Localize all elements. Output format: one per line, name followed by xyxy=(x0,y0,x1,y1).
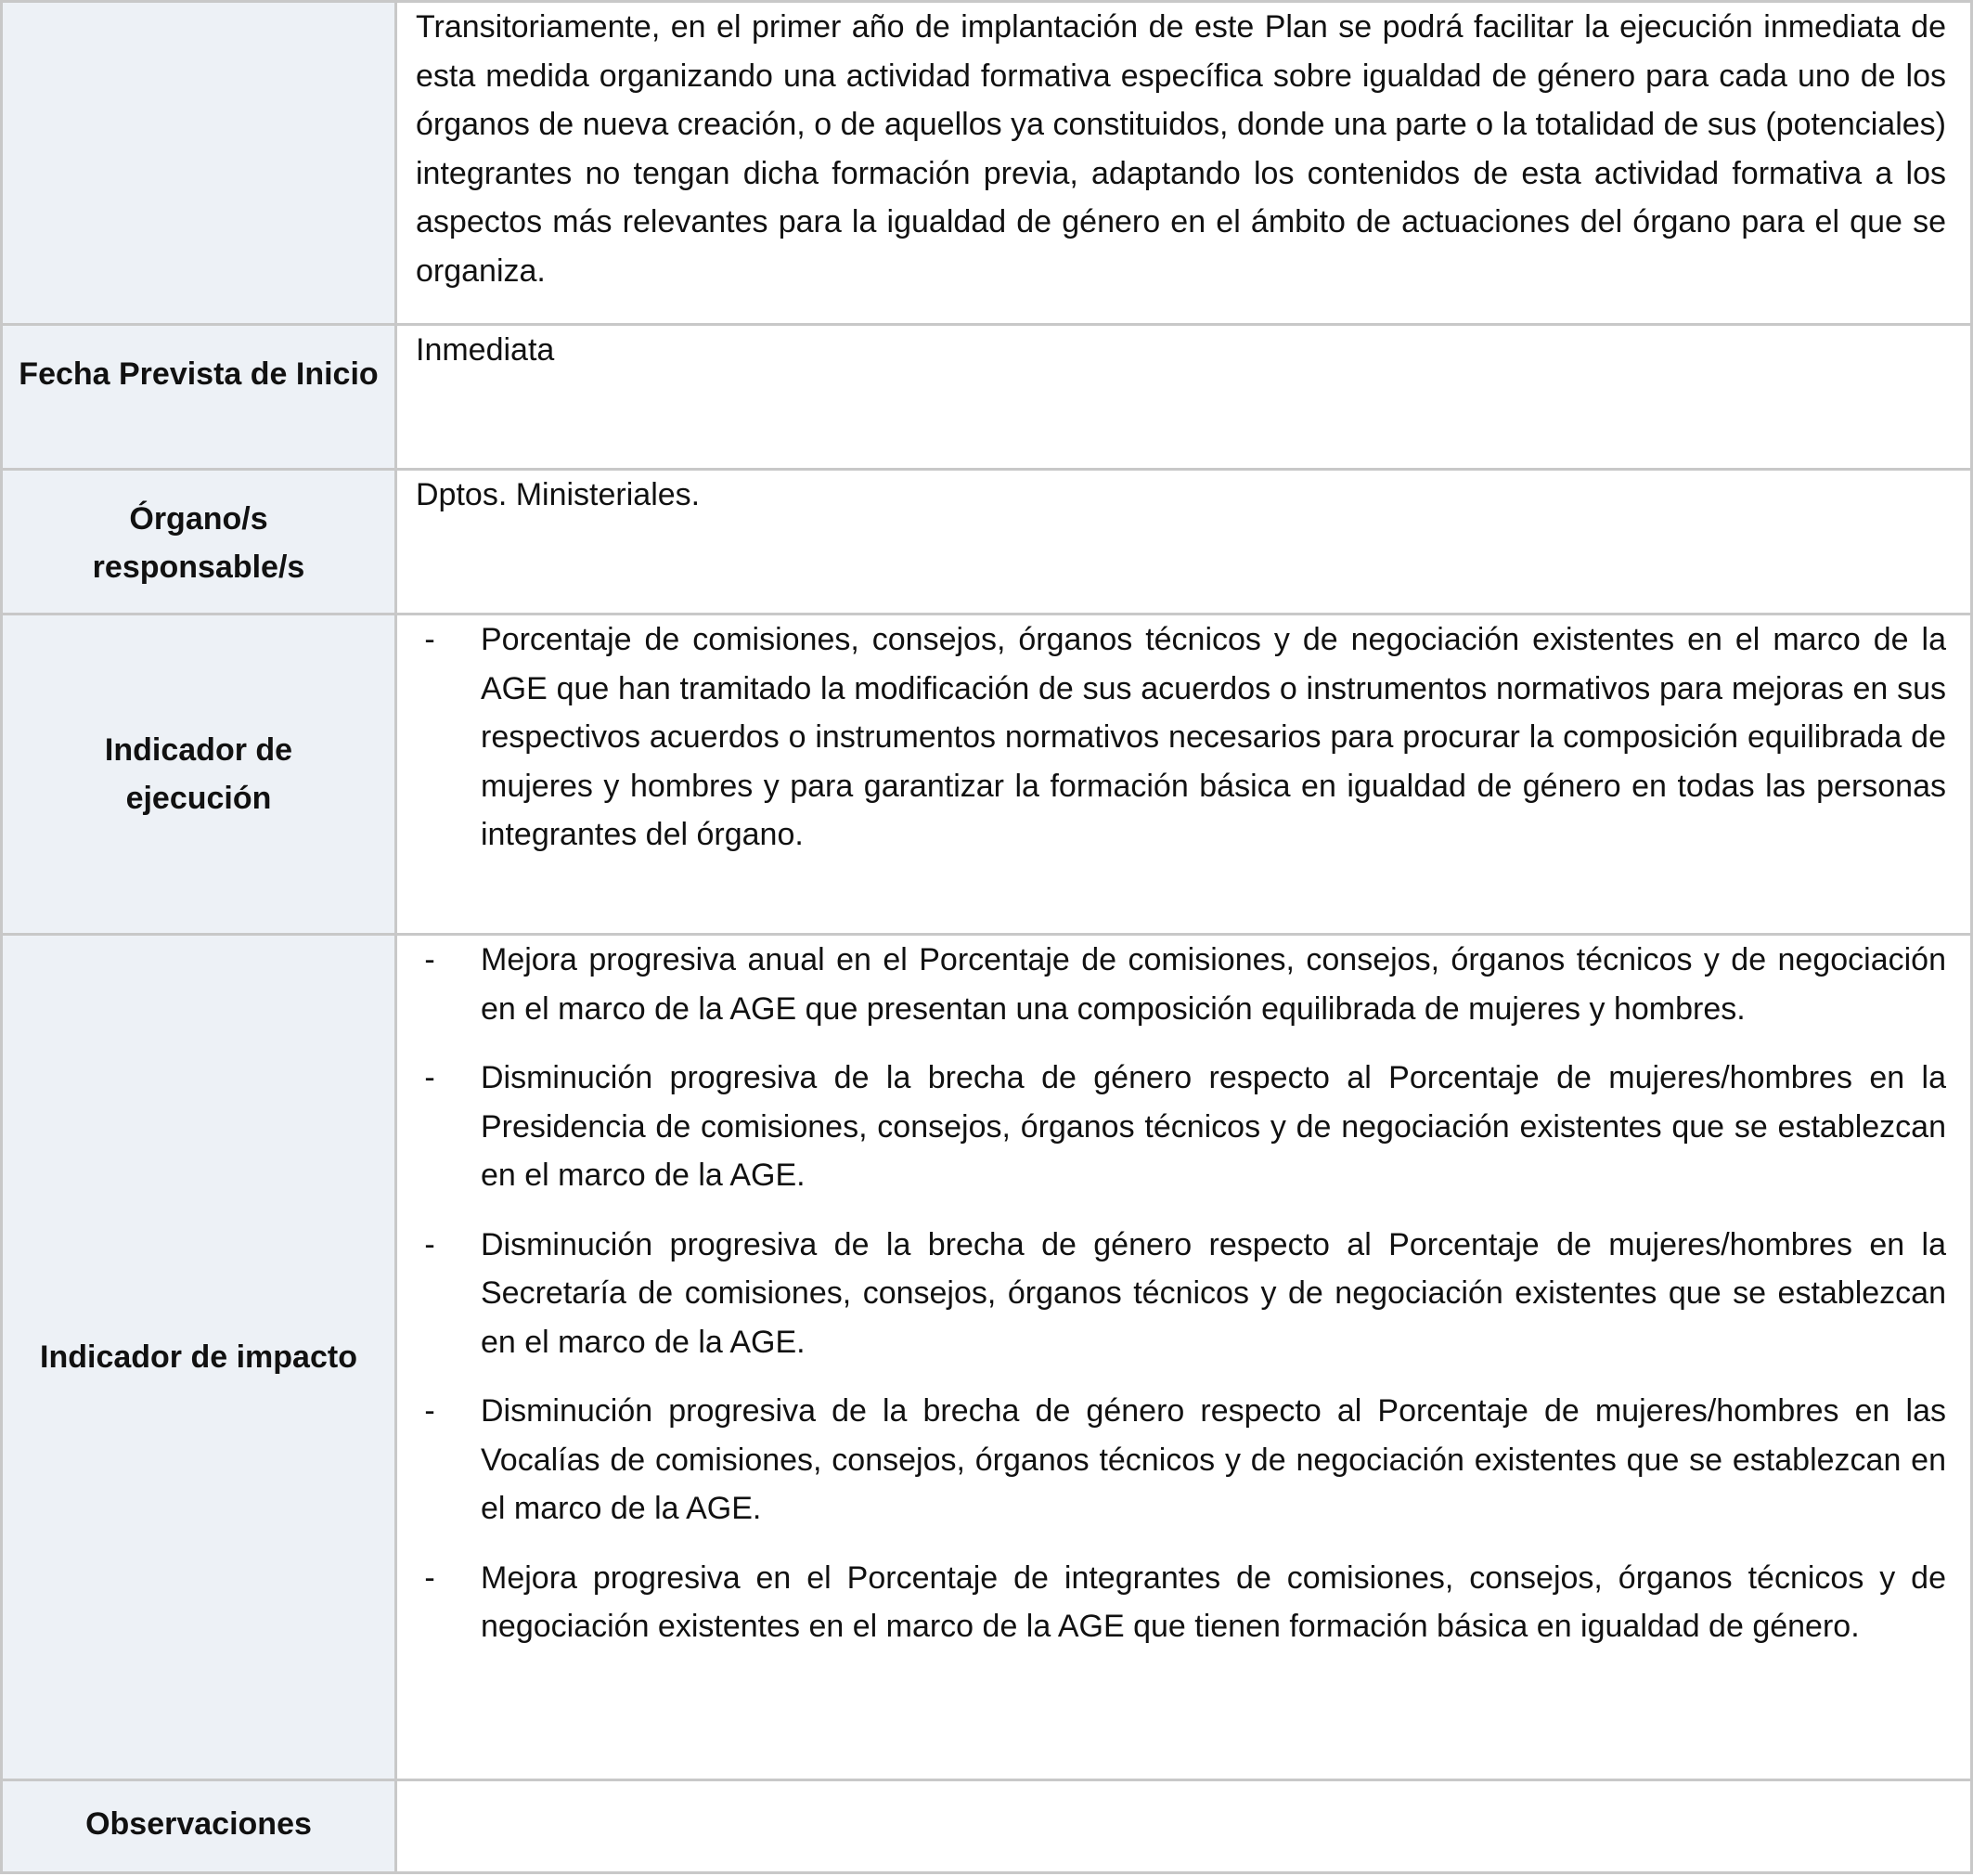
ejecucion-list xyxy=(416,615,1946,860)
ejecucion-row xyxy=(2,615,1972,935)
list-item-text: Disminución progresiva de la brecha de género respecto al Porcentaje de mujeres/hombres en la Presidencia de comisiones, consejos, órganos técnicos y de negociación existentes que se establezcan en el marco de la AGE. xyxy=(481,1060,1946,1193)
intro-row xyxy=(2,2,1972,325)
ejecucion-label-cell xyxy=(2,615,396,935)
organo-label: Órgano/s responsable/s xyxy=(92,501,305,585)
list-item-text: Mejora progresiva en el Porcentaje de integrantes de comisiones, consejos, órganos técnicos y de negociación existentes en el marco de la AGE que tienen formación básica en igualdad de género. xyxy=(481,1559,1946,1644)
list-item-text: Disminución progresiva de la brecha de género respecto al Porcentaje de mujeres/hombres en la Secretaría de comisiones, consejos, órganos técnicos y de negociación existentes que se establezcan en el marco de la AGE. xyxy=(481,1226,1946,1360)
fecha-value: Inmediata xyxy=(416,332,555,368)
organo-label-cell xyxy=(2,470,396,615)
ejecucion-label: Indicador de ejecución xyxy=(104,732,293,816)
impacto-content-cell xyxy=(396,935,1972,1780)
impacto-label: Indicador de impacto xyxy=(40,1339,357,1375)
bullet-dash: - xyxy=(424,1060,435,1095)
list-item-text: Mejora progresiva anual en el Porcentaje de comisiones, consejos, órganos técnicos y de negociación en el marco de la AGE que presentan una composición equilibrada de mujeres y hombres. xyxy=(481,942,1946,1027)
impacto-list xyxy=(416,936,1946,1651)
intro-label-cell xyxy=(2,2,396,325)
list-item xyxy=(416,1221,1946,1367)
organo-row xyxy=(2,470,1972,615)
list-item xyxy=(416,936,1946,1033)
bullet-dash: - xyxy=(424,622,435,657)
list-item xyxy=(416,1554,1946,1651)
bullet-dash: - xyxy=(424,1226,435,1262)
impacto-label-cell xyxy=(2,935,396,1780)
observaciones-row xyxy=(2,1780,1972,1873)
fecha-label-cell xyxy=(2,325,396,470)
fecha-row xyxy=(2,325,1972,470)
list-item xyxy=(416,615,1946,860)
impacto-row xyxy=(2,935,1972,1780)
intro-paragraph: Transitoriamente, en el primer año de implantación de este Plan se podrá facilitar la ejecución inmediata de esta medida organizando una actividad formativa específica sobre igualdad de género para cada uno de los órganos de nueva creación, o de aquellos ya constituidos, donde una parte o la totalidad de sus (potenciales) integrantes no tengan dicha formación previa, adaptando los contenidos de esta actividad formativa a los aspectos más relevantes para la igualdad de género en el ámbito de actuaciones del órgano para el que se organiza. xyxy=(416,9,1946,289)
list-item-text: Disminución progresiva de la brecha de género respecto al Porcentaje de mujeres/hombres en las Vocalías de comisiones, consejos, órganos técnicos y de negociación existentes que se establezcan en el marco de la AGE. xyxy=(481,1393,1946,1526)
observaciones-content-cell xyxy=(396,1780,1972,1873)
list-item-text: Porcentaje de comisiones, consejos, órganos técnicos y de negociación existentes en el marco de la AGE que han tramitado la modificación de sus acuerdos o instrumentos normativos para mejoras en sus respectivos acuerdos o instrumentos normativos necesarios para procurar la composición equilibrada de mujeres y hombres y para garantizar la formación básica en igualdad de género en todas las personas integrantes del órgano. xyxy=(481,622,1946,852)
observaciones-label: Observaciones xyxy=(85,1806,312,1842)
ejecucion-content-cell xyxy=(396,615,1972,935)
organo-content-cell xyxy=(396,470,1972,615)
fecha-label: Fecha Prevista de Inicio xyxy=(19,356,379,392)
fecha-content-cell xyxy=(396,325,1972,470)
observaciones-label-cell xyxy=(2,1780,396,1873)
list-item xyxy=(416,1387,1946,1533)
organo-value: Dptos. Ministeriales. xyxy=(416,477,701,512)
bullet-dash: - xyxy=(424,942,435,977)
bullet-dash: - xyxy=(424,1559,435,1596)
list-item xyxy=(416,1054,1946,1200)
bullet-dash: - xyxy=(424,1393,435,1429)
intro-content-cell xyxy=(396,2,1972,325)
